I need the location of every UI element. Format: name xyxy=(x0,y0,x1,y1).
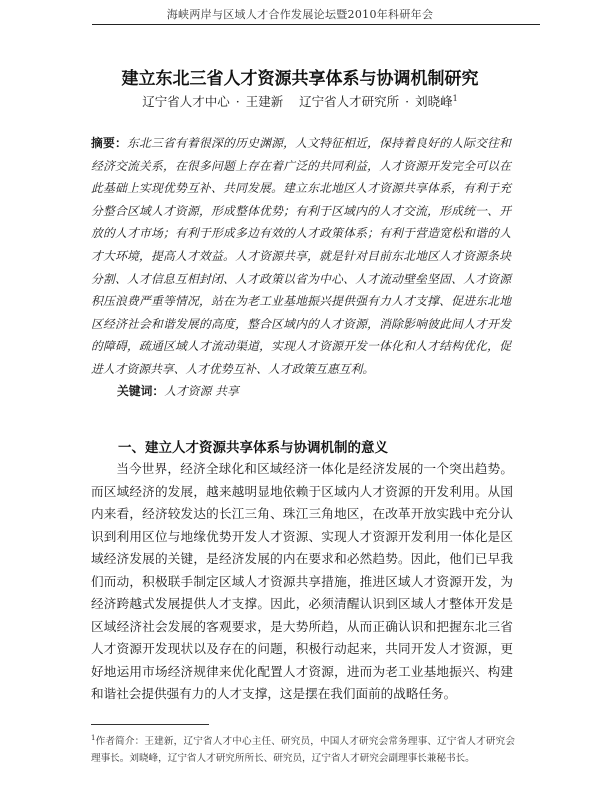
keywords xyxy=(117,382,239,399)
paper-title: 建立东北三省人才资源共享体系与协调机制研究 xyxy=(121,69,479,89)
abstract xyxy=(91,132,511,381)
footnote-rule xyxy=(91,724,209,725)
author-1-affiliation: 辽宁省人才中心 xyxy=(142,94,230,109)
keywords-label: 关键词： xyxy=(117,384,165,398)
author-line xyxy=(0,92,600,110)
author-2-affiliation: 辽宁省人才研究所 xyxy=(299,94,400,109)
footnote-mark: 1 xyxy=(91,734,96,742)
author-footnote-mark: 1 xyxy=(452,93,458,103)
author-separator: · xyxy=(405,94,410,109)
author-2-name: 刘晓峰 xyxy=(415,94,453,109)
header-rule xyxy=(92,24,540,25)
abstract-text: 东北三省有着很深的历史渊源，人文特征相近，保持着良好的人际交往和经济交流关系，在很多问题上存在着广泛的共同利益，人才资源开发完全可以在此基础上实现优势互补、共同发展。建立东北地区人才资源共享体系，有利于充分整合区域人才资源，形成整体优势；有利于区域内的人才交流，形成统一、开放的人才市场；有利于形成多边有效的人才政策体系；有利于营造宽松和谐的人才大环境，提高人才效益。人才资源共享，就是针对目前东北地区人才资源条块分割、人才信息互相封闭、人才政策以省为中心、人才流动壁垒坚固、人才资源积压浪费严重等情况，站在为老工业基地振兴提供强有力人才支撑、促进东北地区经济社会和谐发展的高度，整合区域内的人才资源，消除影响彼此间人才开发的障碍，疏通区域人才流动渠道，实现人才资源开发一体化和人才结构优化，促进人才资源共享、人才优势互补、人才政策互惠互利。 xyxy=(91,136,511,376)
section-heading: 一、建立人才资源共享体系与协调机制的意义 xyxy=(118,440,388,456)
running-header: 海峡两岸与区域人才合作发展论坛暨2010年科研年会 xyxy=(166,8,434,21)
author-1-name: 王建新 xyxy=(245,94,284,109)
section-body-paragraph: 当今世界，经济全球化和区域经济一体化是经济发展的一个突出趋势。而区域经济的发展，越来越明显地依赖于区域内人才资源的开发利用。从国内来看，经济较发达的长江三角、珠江三角地区，在改革开放实践中充分认识到利用区位与地缘优势开发人才资源、实现人才资源开发利用一体化是区域经济发展的关键，是经济发展的内在要求和必然趋势。因此，他们已早我们而动，积极联手制定区域人才资源共享措施，推进区域人才资源开发，为经济跨越式发展提供人才支撑。因此，必须清醒认识到区域人才整体开发是区域经济社会发展的客观要求，是大势所趋，从而正确认识和把握东北三省人才资源开发现状以及存在的问题，积极行动起来，共同开发人才资源，更好地运用市场经济规律来优化配置人才资源，进而为老工业基地振兴、构建和谐社会提供强有力的人才支撑，这是摆在我们面前的战略任务。 xyxy=(91,461,513,701)
author-separator: · xyxy=(235,94,240,109)
footnote xyxy=(91,730,515,767)
keywords-text: 人才资源 共享 xyxy=(164,384,239,398)
abstract-label: 摘要： xyxy=(91,136,128,150)
footnote-text: 作者简介：王建新，辽宁省人才中心主任、研究员，中国人才研究会常务理事、辽宁省人才研究会理事长。刘晓峰，辽宁省人才研究所所长、研究员，辽宁省人才研究会副理事长兼秘书长。 xyxy=(91,736,515,765)
